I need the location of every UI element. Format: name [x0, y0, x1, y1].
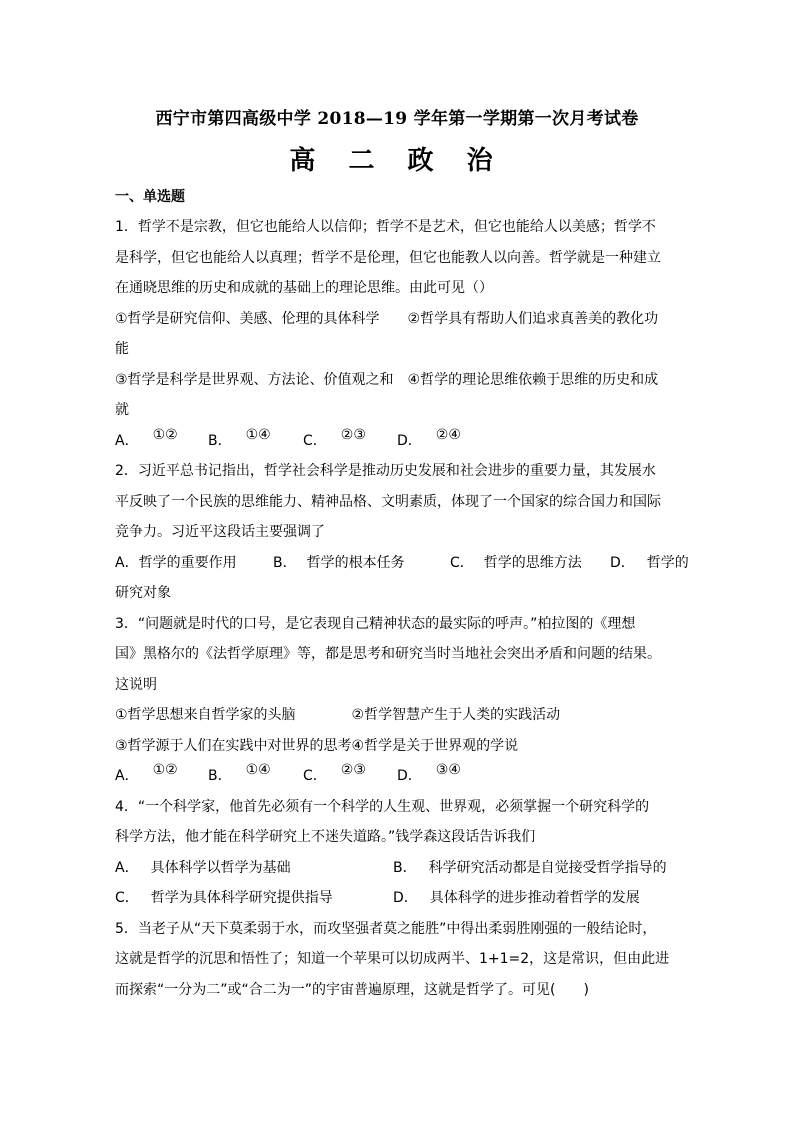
option-label: C． [303, 768, 327, 784]
answer-options-row-1 [115, 853, 690, 884]
question-5 [115, 914, 690, 1006]
option-label: C． [450, 554, 474, 571]
question-text-line: 这说明 [115, 676, 157, 693]
statement-line: ③哲学是科学是世界观、方法论、价值观之和 ④哲学的理论思维依赖于思维的历史和成 [115, 371, 659, 388]
question-text-line: 3．“问题就是时代的口号，是它表现自己精神状态的最实际的呼声。”柏拉图的《理想 [115, 615, 636, 632]
option-d [397, 426, 461, 457]
question-text-line: 2．习近平总书记指出，哲学社会科学是推动历史发展和社会进步的重要力量，其发展水 [115, 463, 656, 479]
exam-title: 西宁市第四高级中学 2018—19 学年第一学期第一次月考试卷 [155, 109, 639, 129]
option-c [303, 426, 366, 457]
statement-line: ①哲学是研究信仰、美感、伦理的具体科学 ②哲学具有帮助人们追求真善美的教化功 [115, 310, 659, 327]
question-text-line: 1．哲学不是宗教，但它也能给人以信仰；哲学不是艺术，但它也能给人以美感；哲学不 [115, 219, 656, 235]
option-b [273, 548, 405, 579]
option-label: B． [273, 554, 297, 571]
option-a [115, 426, 178, 457]
option-value: 具体科学的进步推动着哲学的发展 [429, 890, 640, 906]
option-label: C． [115, 890, 139, 906]
option-c [450, 548, 582, 579]
question-text-line: 国》黑格尔的《法哲学原理》等，都是思考和研究当时当地社会突出矛盾和问题的结果。 [115, 646, 661, 662]
option-d [610, 548, 689, 579]
option-c [303, 761, 366, 792]
option-a [115, 761, 178, 792]
answer-options [115, 548, 690, 579]
answer-options-row-2 [115, 883, 690, 914]
option-label: B． [208, 768, 232, 784]
option-value: ③④ [435, 762, 461, 778]
option-c [115, 883, 333, 914]
option-a [115, 548, 237, 579]
option-d [393, 883, 640, 914]
question-text-line: 是科学，但它也能给人以真理；哲学不是伦理，但它也能教人以向善。哲学就是一种建立 [115, 249, 661, 266]
option-label: A． [115, 432, 139, 449]
question-1 [115, 212, 690, 456]
question-text-line: 4．“一个科学家，他首先必须有一个科学的人生观、世界观，必须掌握一个研究科学的 [115, 798, 650, 815]
option-value: 哲学为具体科学研究提供指导 [150, 890, 333, 906]
option-label: B． [393, 859, 417, 876]
question-text-line: 5．当老子从“天下莫柔弱于水，而攻坚强者莫之能胜”中得出柔弱胜刚强的一般结论时， [115, 920, 657, 937]
option-value: 哲学的 [646, 554, 689, 571]
option-a [115, 853, 291, 884]
option-label: B． [208, 432, 232, 449]
option-value: ②③ [340, 762, 366, 778]
answer-options [115, 426, 690, 457]
option-value: ①② [152, 762, 178, 778]
option-value: 哲学的重要作用 [138, 554, 237, 571]
question-text-line: 在通晓思维的历史和成就的基础上的理论思维。由此可见（） [115, 280, 493, 296]
option-value: ①② [152, 426, 178, 443]
subject-title: 高 二 政 治 [289, 146, 505, 176]
section-heading: 一、单选题 [115, 189, 185, 205]
statement-line: 能 [115, 341, 129, 357]
option-value: ②③ [340, 426, 366, 443]
option-label: D． [397, 768, 422, 784]
question-text-line: 而探索“一分为二”或“合二为一”的宇宙普遍原理，这就是哲学了。可见( ) [115, 981, 589, 998]
option-label: A． [115, 859, 139, 876]
option-label: D． [610, 554, 635, 571]
statement-line: ③哲学源于人们在实践中对世界的思考④哲学是关于世界观的学说 [115, 737, 519, 754]
option-value: 哲学的根本任务 [306, 554, 405, 571]
option-value: 哲学的思维方法 [483, 554, 582, 571]
option-b [393, 853, 667, 884]
statement-line: 就 [115, 402, 129, 418]
option-value: 具体科学以哲学为基础 [150, 859, 291, 876]
option-value: ①④ [245, 426, 271, 443]
question-4 [115, 792, 690, 914]
option-b [208, 761, 271, 792]
option-value: ②④ [435, 426, 461, 443]
answer-options [115, 761, 690, 792]
question-text-line: 竞争力。习近平这段话主要强调了 [115, 524, 325, 540]
option-tail-line: 研究对象 [115, 585, 171, 601]
option-value: 科学研究活动都是自觉接受哲学指导的 [428, 859, 667, 876]
option-value: ①④ [245, 762, 271, 778]
question-3 [115, 609, 690, 792]
question-text-line: 科学方法，他才能在科学研究上不迷失道路。”钱学森这段话告诉我们 [115, 829, 536, 845]
option-label: C． [303, 432, 327, 449]
question-text-line: 平反映了一个民族的思维能力、精神品格、文明素质，体现了一个国家的综合国力和国际 [115, 493, 661, 510]
question-2 [115, 456, 690, 609]
option-d [397, 761, 461, 792]
questions-body [115, 212, 690, 1005]
option-label: A． [115, 768, 139, 784]
option-label: D． [393, 890, 418, 906]
option-label: D． [397, 432, 422, 449]
question-text-line: 这就是哲学的沉思和悟性了；知道一个苹果可以切成两半、1+1=2，这是常识，但由此进 [115, 951, 670, 967]
statement-line: ①哲学思想来自哲学家的头脑 ②哲学智慧产生于人类的实践活动 [115, 707, 561, 723]
option-label: A． [115, 554, 139, 571]
option-b [208, 426, 271, 457]
